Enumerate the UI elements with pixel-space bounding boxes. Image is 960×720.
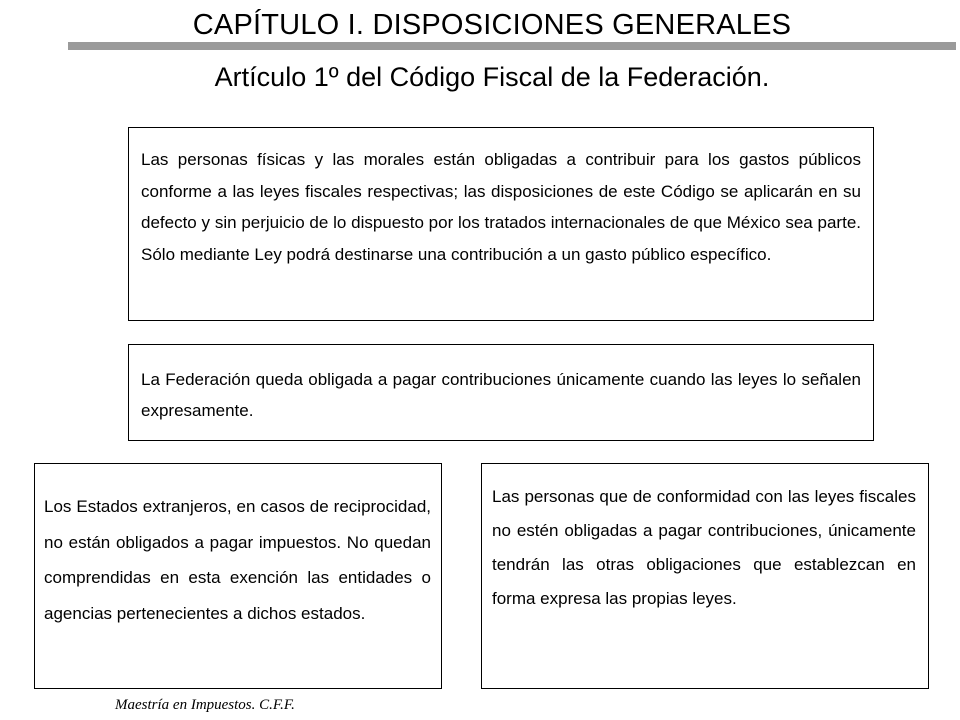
- foreign-states-text: Los Estados extranjeros, en casos de reciprocidad, no están obligados a pagar impuestos. No quedan comprendidas en esta exención las entidades o agencias pertenecientes a dichos estados.: [44, 497, 431, 623]
- article-title: Artículo 1º del Código Fiscal de la Federación.: [214, 62, 770, 92]
- federation-obligation-text: La Federación queda obligada a pagar contribuciones únicamente cuando las leyes lo señalen expresamente.: [141, 370, 861, 420]
- exempt-persons-box: [481, 463, 929, 689]
- exempt-persons-text: Las personas que de conformidad con las leyes fiscales no estén obligadas a pagar contribuciones, únicamente tendrán las otras obligaciones que establezcan en forma expresa las propias leyes.: [492, 487, 916, 608]
- chapter-title: CAPÍTULO I. DISPOSICIONES GENERALES: [192, 9, 792, 41]
- obligation-contribute-box: [128, 127, 874, 321]
- footer-note: Maestría en Impuestos. C.F.F.: [115, 697, 295, 713]
- title-underline-rule: [68, 42, 956, 50]
- obligation-contribute-text: Las personas físicas y las morales están obligadas a contribuir para los gastos públicos conforme a las leyes fiscales respectivas; las disposiciones de este Código se aplicarán en su defecto y sin perjuicio de lo dispuesto por los tratados internacionales de que México sea parte. Sólo mediante Ley podrá destinarse una contribución a un gasto público específico.: [141, 150, 861, 264]
- foreign-states-box: [34, 463, 442, 689]
- federation-obligation-box: [128, 344, 874, 441]
